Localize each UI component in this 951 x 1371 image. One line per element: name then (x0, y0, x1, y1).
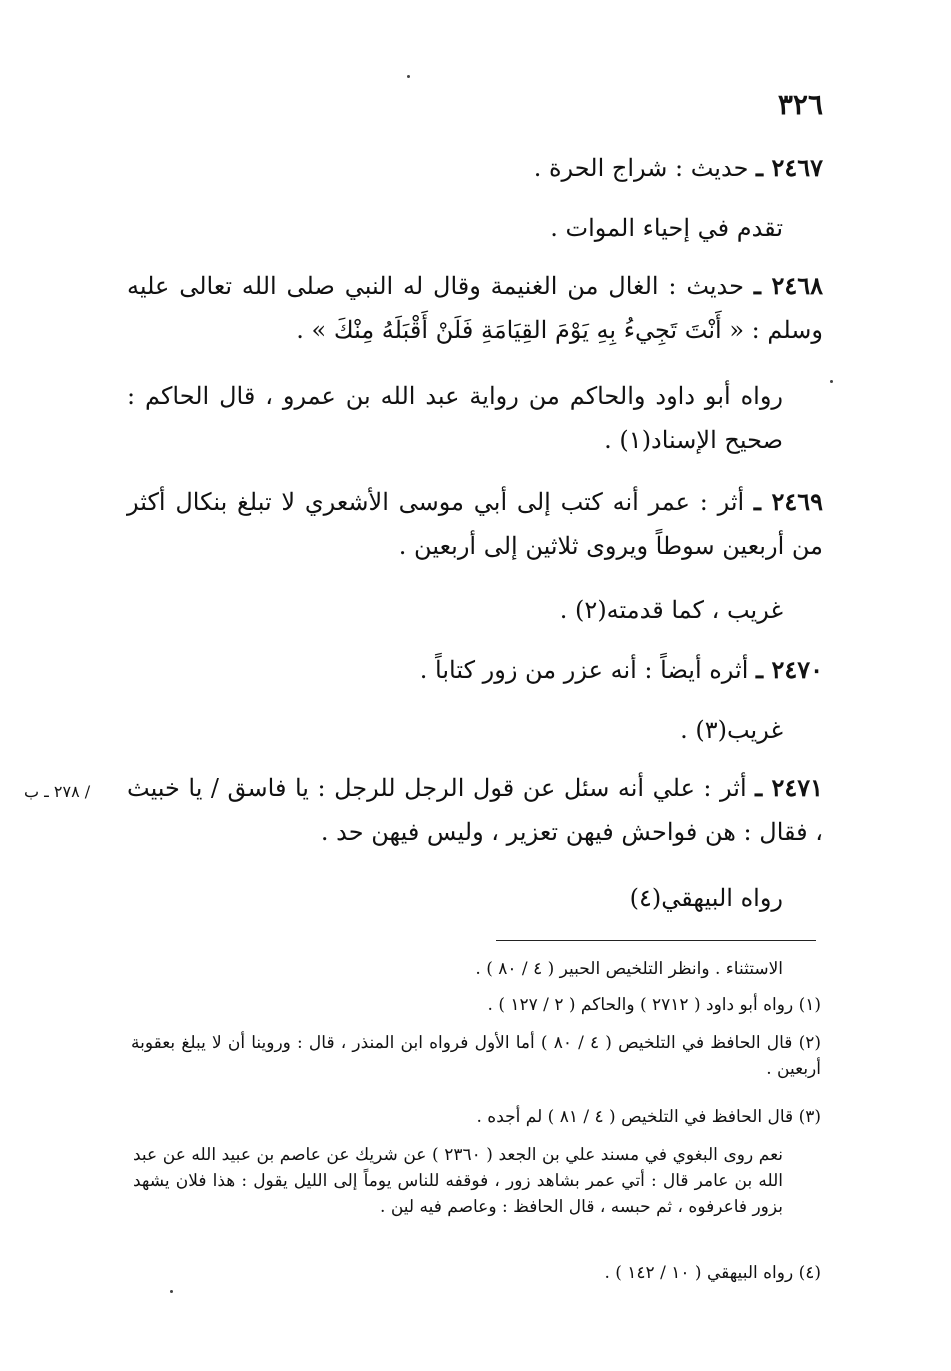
scan-speck (407, 75, 410, 78)
entry-2469-note: غريب ، كما قدمته(٢) . (559, 596, 783, 624)
page-number: ٣٢٦ (777, 88, 823, 121)
footnote-continuation: الاستثناء . وانظر التلخيص الحبير ( ٤ / ٨٠ ) . (475, 959, 783, 979)
entry-number: ٢٤٦٧ ـ (756, 153, 823, 182)
entry-number: ٢٤٧١ ـ (755, 773, 823, 802)
entry-text: حديث : الغال من الغنيمة وقال له النبي صلى الله تعالى عليه وسلم : « أَنْتَ تَجِيءُ بِهِ يَوْمَ القِيَامَةِ فَلَنْ أَقْبَلَهُ مِنْكَ » . (127, 272, 823, 344)
footnote-2: (٢) قال الحافظ في التلخيص ( ٤ / ٨٠ ) أما الأول فرواه ابن المنذر ، قال : وروينا أن لا يبلغ بعقوبة أربعين . (131, 1033, 821, 1079)
entry-number: ٢٤٧٠ ـ (756, 655, 823, 684)
entry-2467-note: تقدم في إحياء الموات . (550, 214, 783, 242)
footnote-3-continuation: نعم روى البغوي في مسند علي بن الجعد ( ٢٣٦٠ ) عن شريك عن عاصم بن عبيد الله عن عبد الله بن عامر قال : أتي عمر بشاهد زور ، فوقفه للناس يوماً إلى الليل يقول : هذا فلان يشهد بزور فاعرفوه ، ثم حبسه ، قال الحافظ : وعاصم فيه لين . (133, 1145, 784, 1217)
entry-text: أثر : علي أنه سئل عن قول الرجل للرجل : يا فاسق / يا خبيث ، فقال : هن فواحش فيهن تعزير ، وليس فيهن حد . (127, 774, 823, 846)
scan-speck (170, 1290, 173, 1293)
footnote-1: (١) رواه أبو داود ( ٢٧١٢ ) والحاكم ( ٢ / ١٢٧ ) . (487, 995, 821, 1015)
entry-2470 (127, 648, 823, 692)
entry-2470-note: غريب(٣) . (680, 716, 783, 744)
entry-2468 (127, 264, 823, 352)
entry-number: ٢٤٦٩ ـ (753, 487, 823, 516)
entry-text: أثره أيضاً : أنه عزر من زور كتاباً . (419, 656, 749, 684)
entry-text: أثر : عمر أنه كتب إلى أبي موسى الأشعري لا تبلغ بنكال أكثر من أربعين سوطاً ويروى ثلاثين إلى أربعين . (127, 488, 823, 560)
footnote-3: (٣) قال الحافظ في التلخيص ( ٤ / ٨١ ) لم أجده . (476, 1107, 821, 1127)
entry-2469 (127, 480, 823, 568)
entry-text: حديث : شراج الحرة . (533, 154, 749, 182)
footnote-4: (٤) رواه البيهقي ( ١٠ / ١٤٢ ) . (604, 1263, 821, 1283)
margin-folio-note: / ٢٧٨ ـ ب (24, 782, 91, 801)
entry-2471 (127, 766, 823, 854)
footnote-separator (496, 940, 816, 941)
entry-number: ٢٤٦٨ ـ (753, 271, 823, 300)
entry-2467 (127, 146, 823, 190)
scan-speck (830, 380, 833, 383)
entry-2471-note: رواه البيهقي(٤) (629, 884, 783, 912)
entry-2468-note: رواه أبو داود والحاكم من رواية عبد الله بن عمرو ، قال الحاكم : صحيح الإسناد(١) . (127, 382, 784, 454)
